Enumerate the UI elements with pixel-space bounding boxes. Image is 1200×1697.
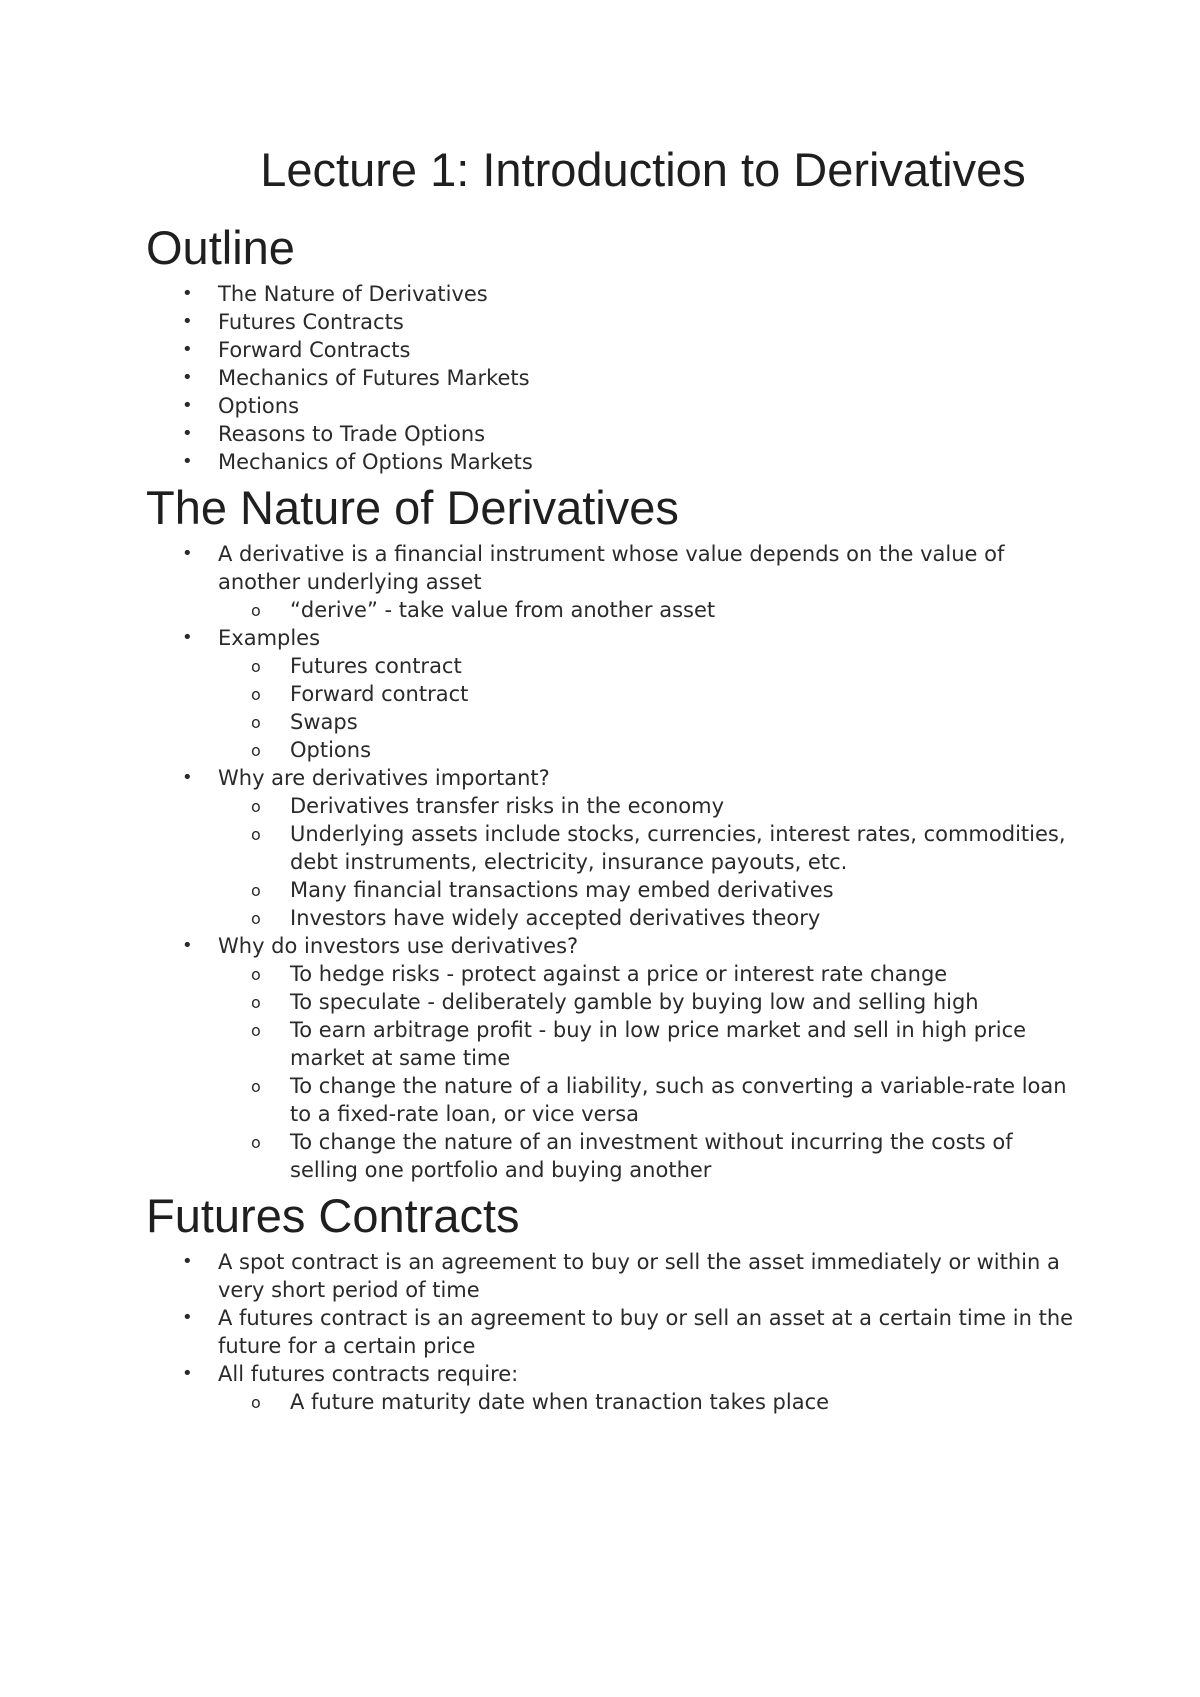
sub-list-item-text: Many financial transactions may embed derivatives bbox=[290, 878, 834, 902]
circle-bullet-icon: o bbox=[251, 797, 261, 816]
sub-list-item-text: To speculate - deliberately gamble by buying low and selling high bbox=[290, 990, 979, 1014]
sub-list-item-text: To change the nature of an investment without incurring the costs of selling one portfolio and buying another bbox=[290, 1130, 1013, 1182]
sub-list-item bbox=[218, 1016, 1080, 1072]
sub-list-item bbox=[218, 876, 1080, 904]
circle-bullet-icon: o bbox=[251, 993, 261, 1012]
sub-list-item-text: Derivatives transfer risks in the economy bbox=[290, 794, 724, 818]
sub-list bbox=[218, 652, 1080, 764]
list-item bbox=[146, 932, 1080, 1184]
sub-list-item-text: Investors have widely accepted derivatives theory bbox=[290, 906, 821, 930]
circle-bullet-icon: o bbox=[251, 657, 261, 676]
outline-item-text: The Nature of Derivatives bbox=[218, 282, 488, 306]
sub-list-item bbox=[218, 708, 1080, 736]
outline-item-text: Futures Contracts bbox=[218, 310, 404, 334]
sub-list bbox=[218, 792, 1080, 932]
sub-list bbox=[218, 1388, 1080, 1416]
circle-bullet-icon: o bbox=[251, 909, 261, 928]
sub-list-item bbox=[218, 1388, 1080, 1416]
list-item bbox=[146, 624, 1080, 764]
sub-list-item bbox=[218, 988, 1080, 1016]
list-item bbox=[146, 1360, 1080, 1416]
bullet-icon: • bbox=[182, 1251, 193, 1272]
sub-list-item bbox=[218, 1128, 1080, 1184]
sub-list-item bbox=[218, 596, 1080, 624]
circle-bullet-icon: o bbox=[251, 601, 261, 620]
bullet-icon: • bbox=[182, 627, 193, 648]
sub-list-item-text: Options bbox=[290, 738, 372, 762]
outline-item-text: Forward Contracts bbox=[218, 338, 411, 362]
sub-list-item bbox=[218, 820, 1080, 876]
outline-item bbox=[146, 308, 1080, 336]
sub-list-item-text: Underlying assets include stocks, currencies, interest rates, commodities, debt instruments, electricity, insurance payouts, etc. bbox=[290, 822, 1066, 874]
bullet-icon: • bbox=[182, 339, 193, 360]
outline-item bbox=[146, 420, 1080, 448]
bullet-icon: • bbox=[182, 311, 193, 332]
list-item bbox=[146, 764, 1080, 932]
bullet-icon: • bbox=[182, 767, 193, 788]
bullet-icon: • bbox=[182, 283, 193, 304]
outline-item bbox=[146, 364, 1080, 392]
list-item bbox=[146, 1248, 1080, 1304]
circle-bullet-icon: o bbox=[251, 1021, 261, 1040]
sub-list-item bbox=[218, 736, 1080, 764]
sub-list-item bbox=[218, 1072, 1080, 1128]
sub-list-item bbox=[218, 904, 1080, 932]
bullet-icon: • bbox=[182, 1363, 193, 1384]
sub-list-item-text: To change the nature of a liability, such as converting a variable-rate loan to a fixed-rate loan, or vice versa bbox=[290, 1074, 1067, 1126]
circle-bullet-icon: o bbox=[251, 713, 261, 732]
outline-item bbox=[146, 280, 1080, 308]
circle-bullet-icon: o bbox=[251, 881, 261, 900]
outline-item bbox=[146, 448, 1080, 476]
circle-bullet-icon: o bbox=[251, 1077, 261, 1096]
circle-bullet-icon: o bbox=[251, 685, 261, 704]
sub-list-item-text: Futures contract bbox=[290, 654, 462, 678]
section-heading-nature-of-derivatives: The Nature of Derivatives bbox=[146, 481, 679, 534]
section-heading-futures-contracts: Futures Contracts bbox=[146, 1189, 520, 1242]
sub-list-item bbox=[218, 652, 1080, 680]
sub-list-item-text: “derive” - take value from another asset bbox=[290, 598, 716, 622]
list-item-text: Examples bbox=[218, 626, 321, 650]
page-title: Lecture 1: Introduction to Derivatives bbox=[260, 143, 1026, 196]
list-item-text: A spot contract is an agreement to buy or sell the asset immediately or within a very short period of time bbox=[218, 1250, 1060, 1302]
outline-item-text: Reasons to Trade Options bbox=[218, 422, 486, 446]
bullet-icon: • bbox=[182, 367, 193, 388]
outline-item bbox=[146, 336, 1080, 364]
outline-item-text: Mechanics of Futures Markets bbox=[218, 366, 530, 390]
bullet-icon: • bbox=[182, 423, 193, 444]
bullet-icon: • bbox=[182, 935, 193, 956]
sub-list-item bbox=[218, 680, 1080, 708]
outline-item-text: Mechanics of Options Markets bbox=[218, 450, 533, 474]
bullet-icon: • bbox=[182, 1307, 193, 1328]
section-heading-outline: Outline bbox=[146, 221, 295, 274]
sub-list-item-text: To hedge risks - protect against a price or interest rate change bbox=[290, 962, 948, 986]
outline-item-text: Options bbox=[218, 394, 300, 418]
circle-bullet-icon: o bbox=[251, 965, 261, 984]
list-item-text: All futures contracts require: bbox=[218, 1362, 519, 1386]
sub-list bbox=[218, 960, 1080, 1184]
list-item bbox=[146, 1304, 1080, 1360]
sub-list-item-text: Forward contract bbox=[290, 682, 469, 706]
sub-list bbox=[218, 596, 1080, 624]
list-item bbox=[146, 540, 1080, 624]
sub-list-item bbox=[218, 960, 1080, 988]
futures-contracts-list bbox=[146, 1248, 1080, 1416]
list-item-text: Why do investors use derivatives? bbox=[218, 934, 579, 958]
list-item-text: Why are derivatives important? bbox=[218, 766, 550, 790]
list-item-text: A derivative is a financial instrument whose value depends on the value of another underlying asset bbox=[218, 542, 1005, 594]
sub-list-item-text: To earn arbitrage profit - buy in low price market and sell in high price market at same time bbox=[290, 1018, 1027, 1070]
nature-of-derivatives-list bbox=[146, 540, 1080, 1184]
bullet-icon: • bbox=[182, 395, 193, 416]
circle-bullet-icon: o bbox=[251, 741, 261, 760]
sub-list-item bbox=[218, 792, 1080, 820]
bullet-icon: • bbox=[182, 543, 193, 564]
list-item-text: A futures contract is an agreement to buy or sell an asset at a certain time in the future for a certain price bbox=[218, 1306, 1074, 1358]
circle-bullet-icon: o bbox=[251, 1393, 261, 1412]
outline-list bbox=[146, 280, 1080, 476]
sub-list-item-text: A future maturity date when tranaction takes place bbox=[290, 1390, 830, 1414]
outline-item bbox=[146, 392, 1080, 420]
circle-bullet-icon: o bbox=[251, 1133, 261, 1152]
bullet-icon: • bbox=[182, 451, 193, 472]
sub-list-item-text: Swaps bbox=[290, 710, 358, 734]
circle-bullet-icon: o bbox=[251, 825, 261, 844]
